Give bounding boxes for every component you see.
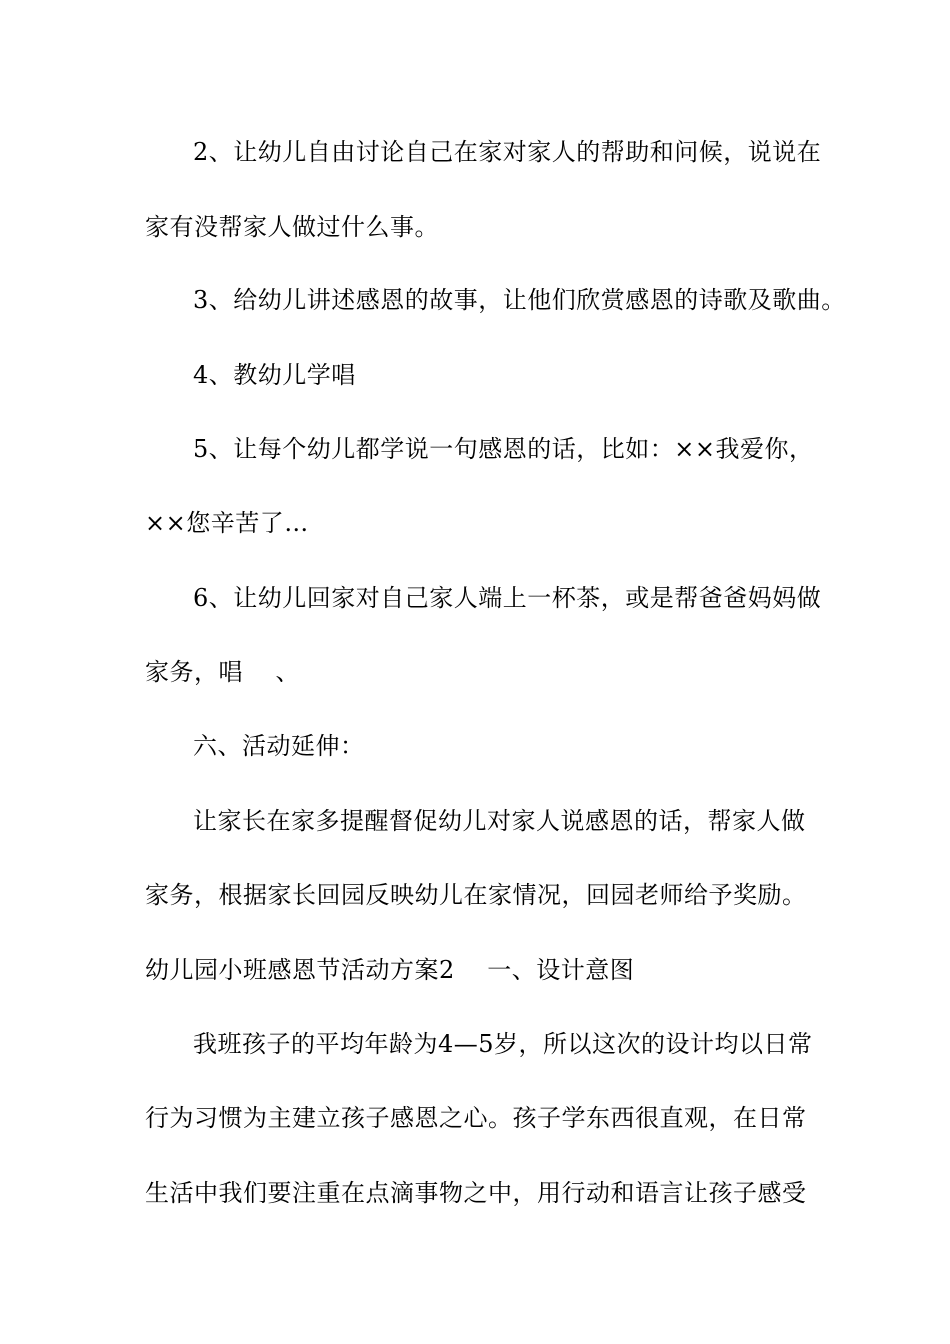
paragraph-line: 3、给幼儿讲述感恩的故事，让他们欣赏感恩的诗歌及歌曲。 (193, 286, 846, 314)
paragraph-line: 4、教幼儿学唱 (193, 361, 356, 389)
paragraph-line: 家有没帮家人做过什么事。 (145, 213, 439, 241)
paragraph-line: ××您辛苦了… (145, 509, 309, 537)
paragraph-line: 我班孩子的平均年龄为4—5岁，所以这次的设计均以日常 (193, 1030, 813, 1058)
document-title: 幼儿园小班感恩节活动方案2 一、设计意图 (145, 956, 635, 984)
paragraph-line: 6、让幼儿回家对自己家人端上一杯茶，或是帮爸爸妈妈做 (193, 584, 822, 612)
paragraph-line: 行为习惯为主建立孩子感恩之心。孩子学东西很直观，在日常 (145, 1104, 807, 1132)
paragraph-line: 家务，根据家长回园反映幼儿在家情况，回园老师给予奖励。 (145, 881, 807, 909)
paragraph-line: 5、让每个幼儿都学说一句感恩的话，比如：××我爱你， (193, 435, 814, 463)
paragraph-line: 生活中我们要注重在点滴事物之中，用行动和语言让孩子感受 (145, 1179, 807, 1207)
paragraph-line: 家务，唱 、 (145, 658, 301, 686)
paragraph-line: 让家长在家多提醒督促幼儿对家人说感恩的话，帮家人做 (193, 807, 806, 835)
section-heading: 六、活动延伸： (193, 732, 365, 760)
paragraph-line: 2、让幼儿自由讨论自己在家对家人的帮助和问候，说说在 (193, 138, 822, 166)
